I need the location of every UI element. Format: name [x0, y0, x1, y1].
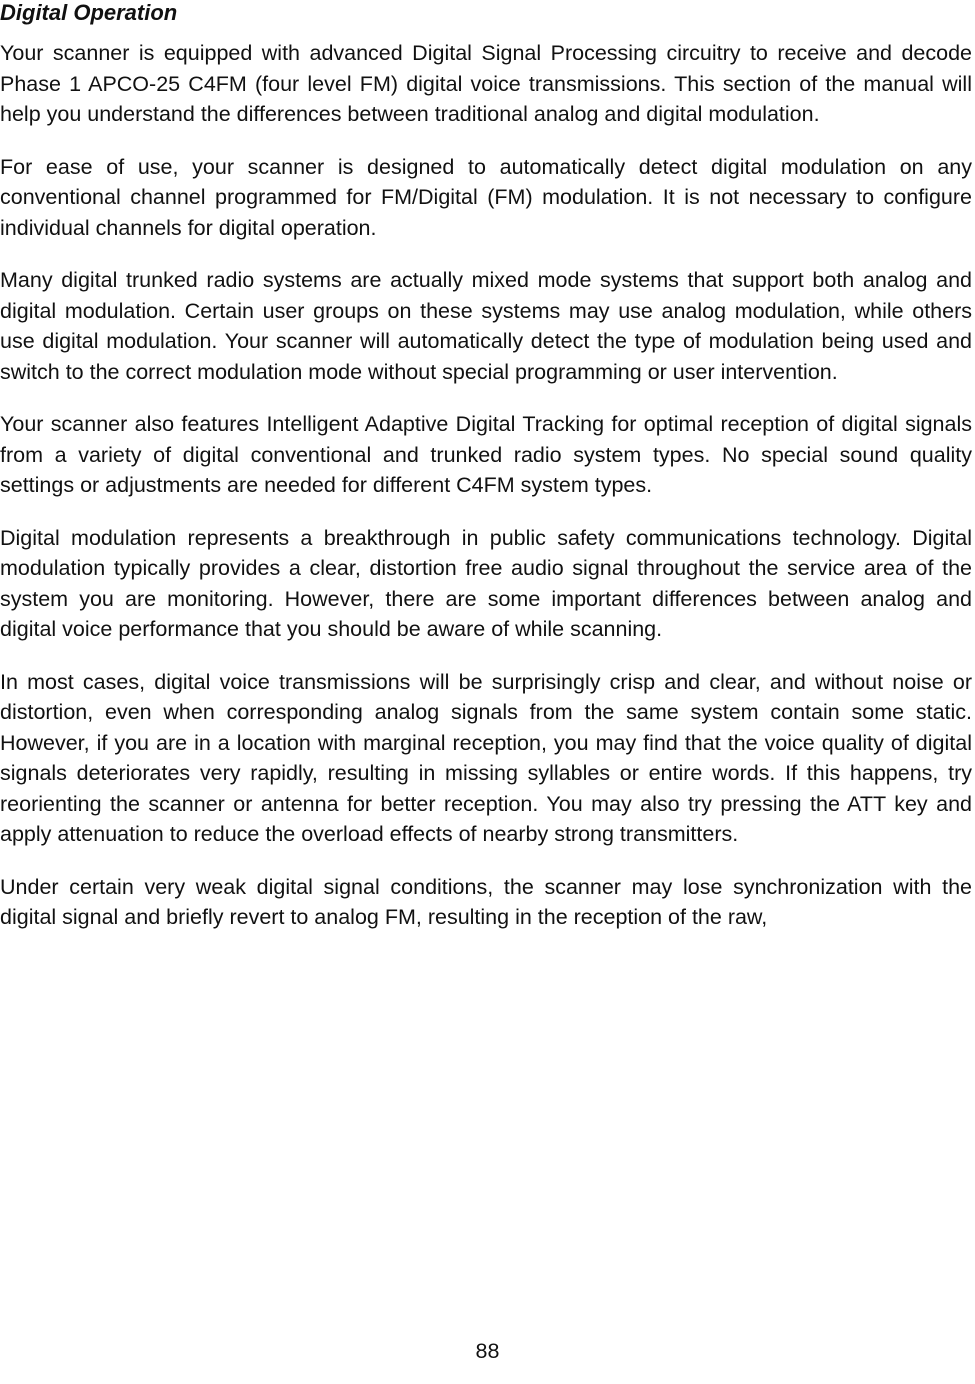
body-text [0, 38, 972, 955]
paragraph-weak-signal: Under certain very weak digital signal conditions, the scanner may lose synchronization with the digital signal and briefly revert to analog FM, resulting in the reception of the raw, [0, 874, 972, 929]
section-heading: Digital Operation [0, 0, 178, 25]
paragraph-intro: Your scanner is equipped with advanced Digital Signal Processing circuitry to receive and decode Phase 1 APCO-25 C4FM (four level FM) digital voice transmissions. This section of the manual will help you understand the differences between traditional analog and digital modulation. [0, 41, 972, 126]
paragraph-breakthrough: Digital modulation represents a breakthrough in public safety communications technology. Digital modulation typically provides a clear, distortion free audio signal throughout the service area of the system you are monitoring. However, there are some important differences between analog and digital voice performance that you should be aware of while scanning. [0, 525, 972, 641]
paragraph-auto-detect: For ease of use, your scanner is designed to automatically detect digital modulation on any conventional channel programmed for FM/Digital (FM) modulation. It is not necessary to configure individual channels for digital operation. [0, 154, 972, 240]
paragraph-mixed-mode: Many digital trunked radio systems are actually mixed mode systems that support both analog and digital modulation. Certain user groups on these systems may use analog modulation, while others use digital modulation. Your scanner will automatically detect the type of modulation being used and switch to the correct modulation mode without special programming or user intervention. [0, 268, 972, 384]
paragraph-reception-quality: In most cases, digital voice transmissions will be surprisingly crisp and clear, and without noise or distortion, even when corresponding analog signals from the same system contain some static. However, if you are in a location with marginal reception, you may find that the voice quality of digital signals deteriorates very rapidly, resulting in missing syllables or entire words. If this happens, try reorienting the scanner or antenna for better reception. You may also try pressing the ATT key and apply attenuation to reduce the overload effects of nearby strong transmitters. [0, 669, 972, 846]
page-number: 88 [475, 1339, 500, 1363]
paragraph-adaptive-tracking: Your scanner also features Intelligent Adaptive Digital Tracking for optimal reception of digital signals from a variety of digital conventional and trunked radio system types. No special sound quality settings or adjustments are needed for different C4FM system types. [0, 412, 972, 497]
